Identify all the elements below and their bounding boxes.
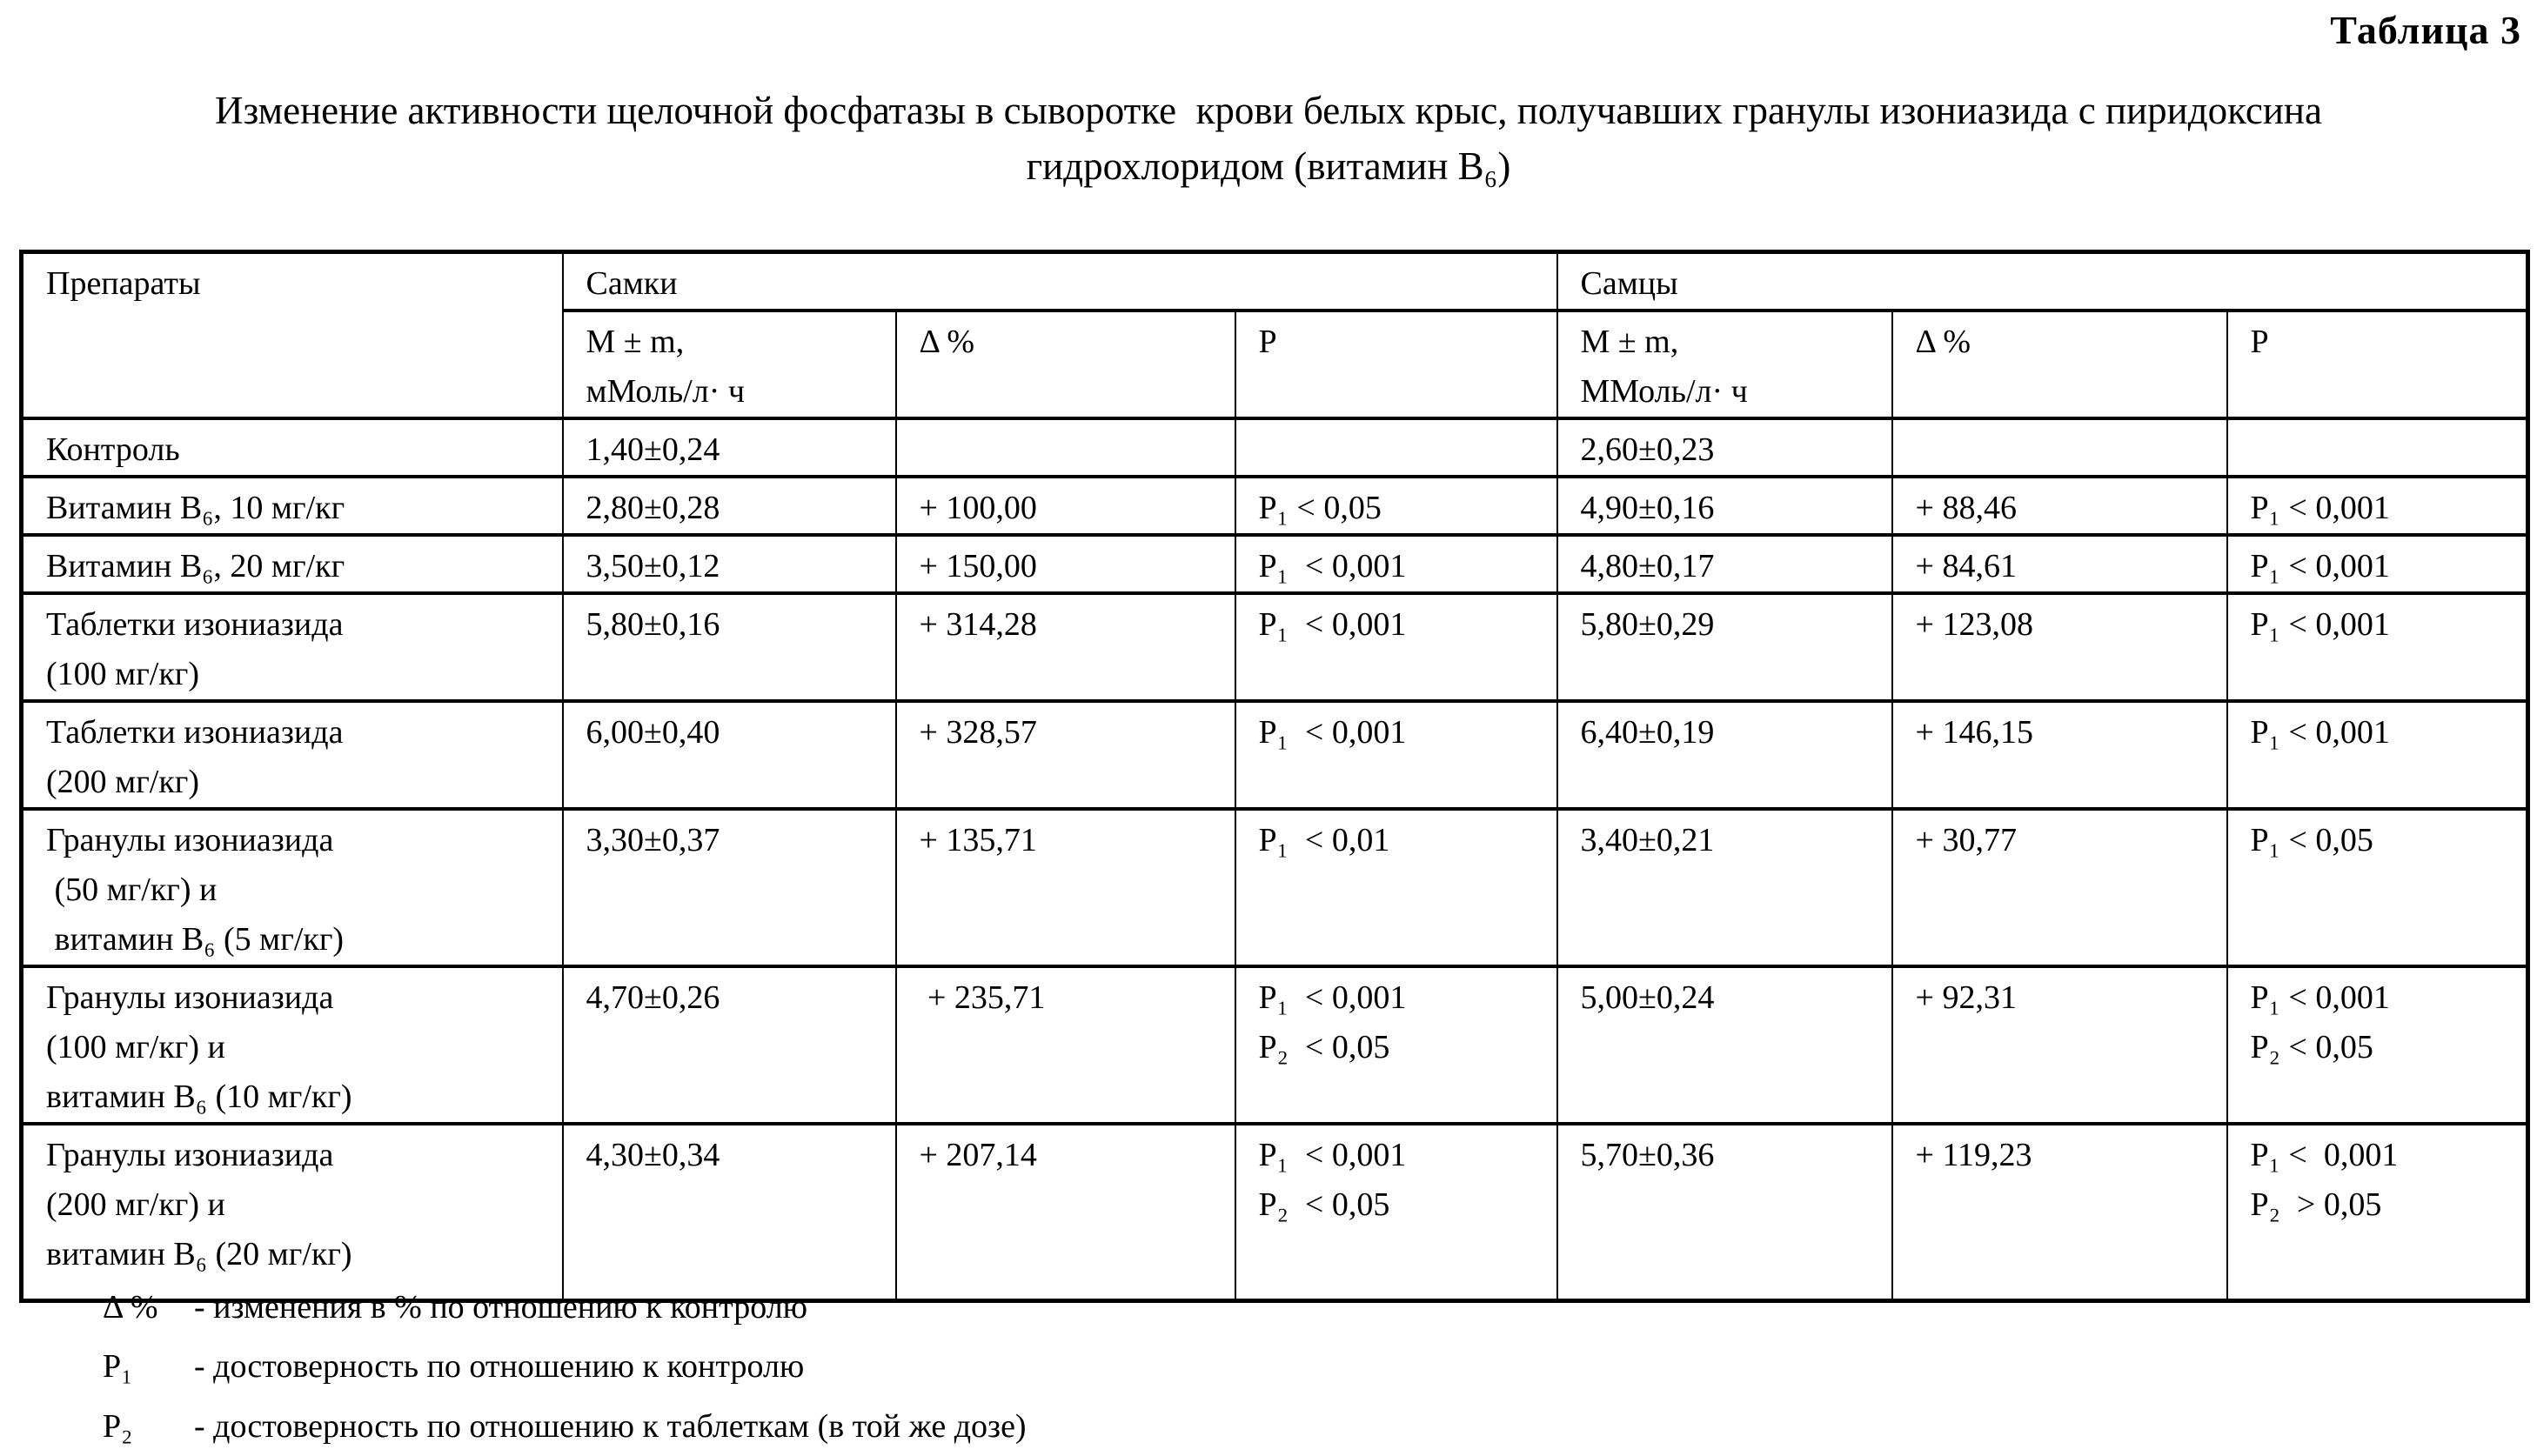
m-p-cell: Р₁ < 0,001 Р₂ > 0,05 bbox=[2227, 1124, 2528, 1300]
col-header-males: Самцы bbox=[1557, 252, 2528, 311]
f-mean-cell: 6,00±0,40 bbox=[563, 701, 896, 809]
col-header-f-mean: М ± m, мМоль/л· ч bbox=[563, 311, 896, 418]
header-row-groups bbox=[22, 252, 2528, 311]
table-row bbox=[22, 966, 2528, 1124]
table-row bbox=[22, 809, 2528, 966]
drug-cell: Гранулы изониазида (100 мг/кг) и витамин В₆ (10 мг/кг) bbox=[22, 966, 563, 1124]
m-mean-cell: 4,90±0,16 bbox=[1557, 477, 1892, 535]
m-mean-cell: 3,40±0,21 bbox=[1557, 809, 1892, 966]
footnotes bbox=[103, 1286, 1027, 1456]
m-delta-cell bbox=[1892, 418, 2227, 477]
m-delta-cell: + 92,31 bbox=[1892, 966, 2227, 1124]
col-header-m-p: Р bbox=[2227, 311, 2528, 418]
m-p-cell: Р₁ < 0,001 bbox=[2227, 535, 2528, 593]
f-p-cell bbox=[1235, 418, 1557, 477]
table-row bbox=[22, 593, 2528, 701]
table-row bbox=[22, 701, 2528, 809]
f-p-cell: Р₁ < 0,001 Р₂ < 0,05 bbox=[1235, 1124, 1557, 1300]
f-delta-cell: + 150,00 bbox=[896, 535, 1235, 593]
table-number-label: Таблица 3 bbox=[2330, 8, 2521, 52]
m-delta-cell: + 88,46 bbox=[1892, 477, 2227, 535]
f-delta-cell: + 235,71 bbox=[896, 966, 1235, 1124]
footnote-delta-label: Δ % bbox=[103, 1289, 158, 1326]
f-p-cell: Р₁ < 0,001 Р₂ < 0,05 bbox=[1235, 966, 1557, 1124]
footnote-p2-text: - достоверность по отношению к таблеткам (в той же дозе) bbox=[194, 1407, 1027, 1445]
m-p-cell: Р₁ < 0,05 bbox=[2227, 809, 2528, 966]
footnote-p1-text: - достоверность по отношению к контролю bbox=[194, 1348, 805, 1386]
f-p-cell: Р₁ < 0,001 bbox=[1235, 593, 1557, 701]
m-delta-cell: + 30,77 bbox=[1892, 809, 2227, 966]
f-delta-cell: + 207,14 bbox=[896, 1124, 1235, 1300]
footnote-p1-label: Р₁ bbox=[103, 1348, 133, 1386]
m-delta-cell: + 146,15 bbox=[1892, 701, 2227, 809]
f-delta-cell bbox=[896, 418, 1235, 477]
f-mean-cell: 4,30±0,34 bbox=[563, 1124, 896, 1300]
col-header-females: Самки bbox=[563, 252, 1557, 311]
document-title: Изменение активности щелочной фосфатазы в сыворотке крови белых крыс, получавших гранулы изониазида с пиридоксина гидрохлоридом (витамин В₆) bbox=[215, 89, 2322, 188]
drug-cell: Таблетки изониазида (100 мг/кг) bbox=[22, 593, 563, 701]
footnote-delta-text: - изменения в % по отношению к контролю bbox=[194, 1289, 808, 1326]
m-mean-cell: 6,40±0,19 bbox=[1557, 701, 1892, 809]
table-row bbox=[22, 1124, 2528, 1300]
col-header-m-delta: Δ % bbox=[1892, 311, 2227, 418]
m-mean-cell: 4,80±0,17 bbox=[1557, 535, 1892, 593]
drug-cell: Таблетки изониазида (200 мг/кг) bbox=[22, 701, 563, 809]
footnote-p2 bbox=[103, 1405, 1027, 1449]
table-row bbox=[22, 477, 2528, 535]
f-p-cell: Р₁ < 0,05 bbox=[1235, 477, 1557, 535]
drug-cell: Витамин В₆, 20 мг/кг bbox=[22, 535, 563, 593]
f-mean-cell: 3,30±0,37 bbox=[563, 809, 896, 966]
f-p-cell: Р₁ < 0,001 bbox=[1235, 535, 1557, 593]
m-p-cell: Р₁ < 0,001 Р₂ < 0,05 bbox=[2227, 966, 2528, 1124]
f-mean-cell: 5,80±0,16 bbox=[563, 593, 896, 701]
drug-cell: Витамин В₆, 10 мг/кг bbox=[22, 477, 563, 535]
m-mean-cell: 5,70±0,36 bbox=[1557, 1124, 1892, 1300]
m-mean-cell: 5,80±0,29 bbox=[1557, 593, 1892, 701]
col-header-m-mean: М ± m, ММоль/л· ч bbox=[1557, 311, 1892, 418]
m-delta-cell: + 123,08 bbox=[1892, 593, 2227, 701]
table-row bbox=[22, 418, 2528, 477]
f-mean-cell: 2,80±0,28 bbox=[563, 477, 896, 535]
f-p-cell: Р₁ < 0,001 bbox=[1235, 701, 1557, 809]
m-delta-cell: + 119,23 bbox=[1892, 1124, 2227, 1300]
f-delta-cell: + 328,57 bbox=[896, 701, 1235, 809]
f-delta-cell: + 100,00 bbox=[896, 477, 1235, 535]
drug-cell: Контроль bbox=[22, 418, 563, 477]
drug-cell: Гранулы изониазида (50 мг/кг) и витамин В₆ (5 мг/кг) bbox=[22, 809, 563, 966]
footnote-delta bbox=[103, 1286, 1027, 1330]
f-mean-cell: 3,50±0,12 bbox=[563, 535, 896, 593]
f-delta-cell: + 314,28 bbox=[896, 593, 1235, 701]
table-row bbox=[22, 535, 2528, 593]
m-mean-cell: 2,60±0,23 bbox=[1557, 418, 1892, 477]
f-mean-cell: 1,40±0,24 bbox=[563, 418, 896, 477]
f-mean-cell: 4,70±0,26 bbox=[563, 966, 896, 1124]
f-delta-cell: + 135,71 bbox=[896, 809, 1235, 966]
m-p-cell: Р₁ < 0,001 bbox=[2227, 477, 2528, 535]
m-p-cell: Р₁ < 0,001 bbox=[2227, 593, 2528, 701]
m-p-cell: Р₁ < 0,001 bbox=[2227, 701, 2528, 809]
drug-cell: Гранулы изониазида (200 мг/кг) и витамин В₆ (20 мг/кг) bbox=[22, 1124, 563, 1300]
col-header-f-delta: Δ % bbox=[896, 311, 1235, 418]
col-header-drugs: Препараты bbox=[22, 252, 563, 419]
m-mean-cell: 5,00±0,24 bbox=[1557, 966, 1892, 1124]
results-table bbox=[19, 250, 2530, 1303]
col-header-f-p: Р bbox=[1235, 311, 1557, 418]
m-p-cell bbox=[2227, 418, 2528, 477]
f-p-cell: Р₁ < 0,01 bbox=[1235, 809, 1557, 966]
footnote-p2-label: Р₂ bbox=[103, 1407, 133, 1445]
footnote-p1 bbox=[103, 1345, 1027, 1389]
m-delta-cell: + 84,61 bbox=[1892, 535, 2227, 593]
